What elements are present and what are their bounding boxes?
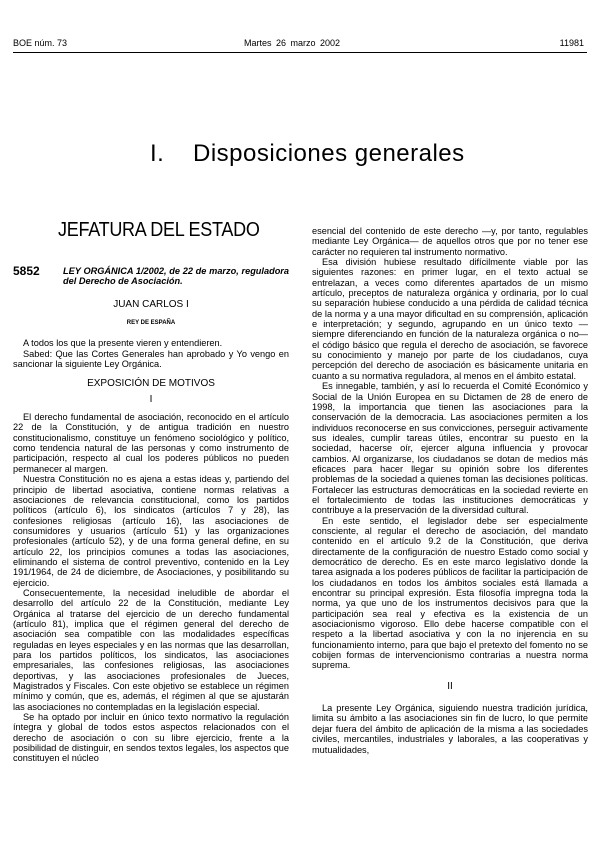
king-name: JUAN CARLOS I bbox=[113, 298, 189, 310]
left-column bbox=[13, 264, 289, 764]
law-title: LEY ORGÁNICA 1/2002, de 22 de marzo, reguladora del Derecho de Asociación. bbox=[63, 266, 289, 287]
law-number: 5852 bbox=[13, 264, 40, 278]
chapter-numeral: I bbox=[149, 393, 153, 405]
body-paragraph: El derecho fundamental de asociación, reconocido en el artículo 22 de la Constitución, y de antigua tradición en nuestro constitucionalismo, constituye un fenómeno sociológico y político, como tendencia natural de las personas y como instrumento de participación, respecto al cual los poderes públicos no pueden permanecer al margen. bbox=[13, 412, 289, 474]
body-paragraph: Se ha optado por incluir en único texto normativo la regulación íntegra y global de todos estos aspectos relacionados con el derecho de asociación o con su libre ejercicio, frente a la posibilidad de distinguir, en sendos textos legales, los aspectos que constituyen el núcleo bbox=[13, 712, 289, 764]
intro-line: A todos los que la presente vieren y entendieren. bbox=[23, 338, 223, 349]
page-number: 11981 bbox=[559, 38, 584, 48]
chapter-numeral: II bbox=[447, 680, 453, 692]
section-title: I. Disposiciones generales bbox=[150, 140, 465, 167]
body-paragraph: Esa división hubiese resultado difícilmente viable por las siguientes razones: en primer lugar, en el texto actual se entrelazan, a veces como diferentes apartados de un mismo artículo, preceptos de naturaleza orgánica y ordinaria, por lo cual su separación hubiese conducido a una pérdida de calidad técnica de la norma y a una mayor dificultad en su comprensión, aplicación e interpretación; y segundo, agrupando en un único texto —siempre diferenciando en función de la naturaleza orgánica o no— el código básico que regula el derecho de asociación, se favorece su conocimiento y manejo por parte de los ciudadanos, cuya percepción del derecho de asociación es básicamente unitaria en cuanto a su normativa reguladora, al menos en el ámbito estatal. bbox=[312, 257, 588, 381]
body-paragraph: esencial del contenido de este derecho —y, por tanto, regulables mediante Ley Orgánica— de aquellos otros que por no tener ese carácter no requieren tal instrumento normativo. bbox=[312, 226, 588, 257]
body-paragraph: Consecuentemente, la necesidad ineludible de abordar el desarrollo del artículo 22 de la Constitución, mediante Ley Orgánica al tratarse del ejercicio de un derecho fundamental (artículo 81), implica que el régimen general del derecho de asociación sea compatible con las modalidades específicas reguladas en leyes especiales y en las normas que las desarrollan, para los partidos políticos, los sindicatos, las asociaciones empresariales, las confesiones religiosas, las asociaciones deportivas, y las asociaciones profesionales de Jueces, Magistrados y Fiscales. Con este objetivo se establece un régimen mínimo y común, que es, además, el régimen al que se ajustarán las asociaciones no contempladas en la legislación especial. bbox=[13, 587, 289, 712]
intro-line: Sabed: Que las Cortes Generales han aprobado y Yo vengo en sancionar la siguiente Ley Orgánica. bbox=[13, 348, 289, 370]
header-divider bbox=[13, 52, 587, 53]
publication-date: Martes 26 marzo 2002 bbox=[244, 38, 341, 48]
right-column bbox=[312, 226, 588, 755]
body-paragraph: La presente Ley Orgánica, siguiendo nuestra tradición jurídica, limita su ámbito a las asociaciones sin fin de lucro, lo que permite dejar fuera del ámbito de aplicación de la misma a las sociedades civiles, mercantiles, industriales y laborales, a las cooperativas y mutualidades, bbox=[312, 703, 588, 755]
law-entry bbox=[13, 266, 289, 287]
body-paragraph: Es innegable, también, y así lo recuerda el Comité Económico y Social de la Unión Europea en su Dictamen de 28 de enero de 1998, la importancia que tienen las asociaciones para la conservación de la democracia. Las asociaciones permiten a los individuos reconocerse en sus convicciones, perseguir activamente sus ideales, cumplir tareas útiles, encontrar su puesto en la sociedad, hacerse oír, ejercer alguna influencia y provocar cambios. Al organizarse, los ciudadanos se dotan de medios más eficaces para hacer llegar su opinión sobre los diferentes problemas de la sociedad a quienes toman las decisiones políticas. Fortalecer las estructuras democráticas en la sociedad revierte en el fortalecimiento de todas las instituciones democráticas y contribuye a la preservación de la diversidad cultural. bbox=[312, 381, 588, 516]
body-paragraph: Nuestra Constitución no es ajena a estas ideas y, partiendo del principio de libertad asociativa, contiene normas relativas a asociaciones de relevancia constitucional, como los partidos políticos (artículo 6), los sindicatos (artículos 7 y 28), las confesiones religiosas (artículo 16), las asociaciones de consumidores y usuarios (artículo 51) y las organizaciones profesionales (artículo 52), y de una forma general define, en su artículo 22, los principios comunes a todas las asociaciones, eliminando el sistema de control preventivo, contenido en la Ley 191/1964, de 24 de diciembre, de Asociaciones, y posibilitando su ejercicio. bbox=[13, 474, 289, 588]
department-heading: JEFATURA DEL ESTADO bbox=[58, 219, 260, 241]
preamble-heading: EXPOSICIÓN DE MOTIVOS bbox=[87, 378, 215, 390]
journal-issue: BOE núm. 73 bbox=[13, 38, 68, 48]
king-subtitle: REY DE ESPAÑA bbox=[126, 320, 176, 327]
body-paragraph: En este sentido, el legislador debe ser especialmente consciente, al regular el derecho de asociación, del mandato contenido en el artículo 9.2 de la Constitución, que deriva directamente de la configuración de nuestro Estado como social y democrático de derecho. Es en este marco legislativo donde la tarea asignada a los poderes públicos de facilitar la participación de los ciudadanos en todos los ámbitos sociales está llamada a encontrar su principal expresión. Esta filosofía impregna toda la norma, ya que uno de los instrumentos decisivos para que la participación sea real y efectiva es la existencia de un asociacionismo vigoroso. Ello debe hacerse compatible con el respeto a la libertad asociativa y con la no injerencia en su funcionamiento interno, para que bajo el pretexto del fomento no se cobijen formas de intervencionismo contrarias a nuestra norma suprema. bbox=[312, 515, 588, 671]
